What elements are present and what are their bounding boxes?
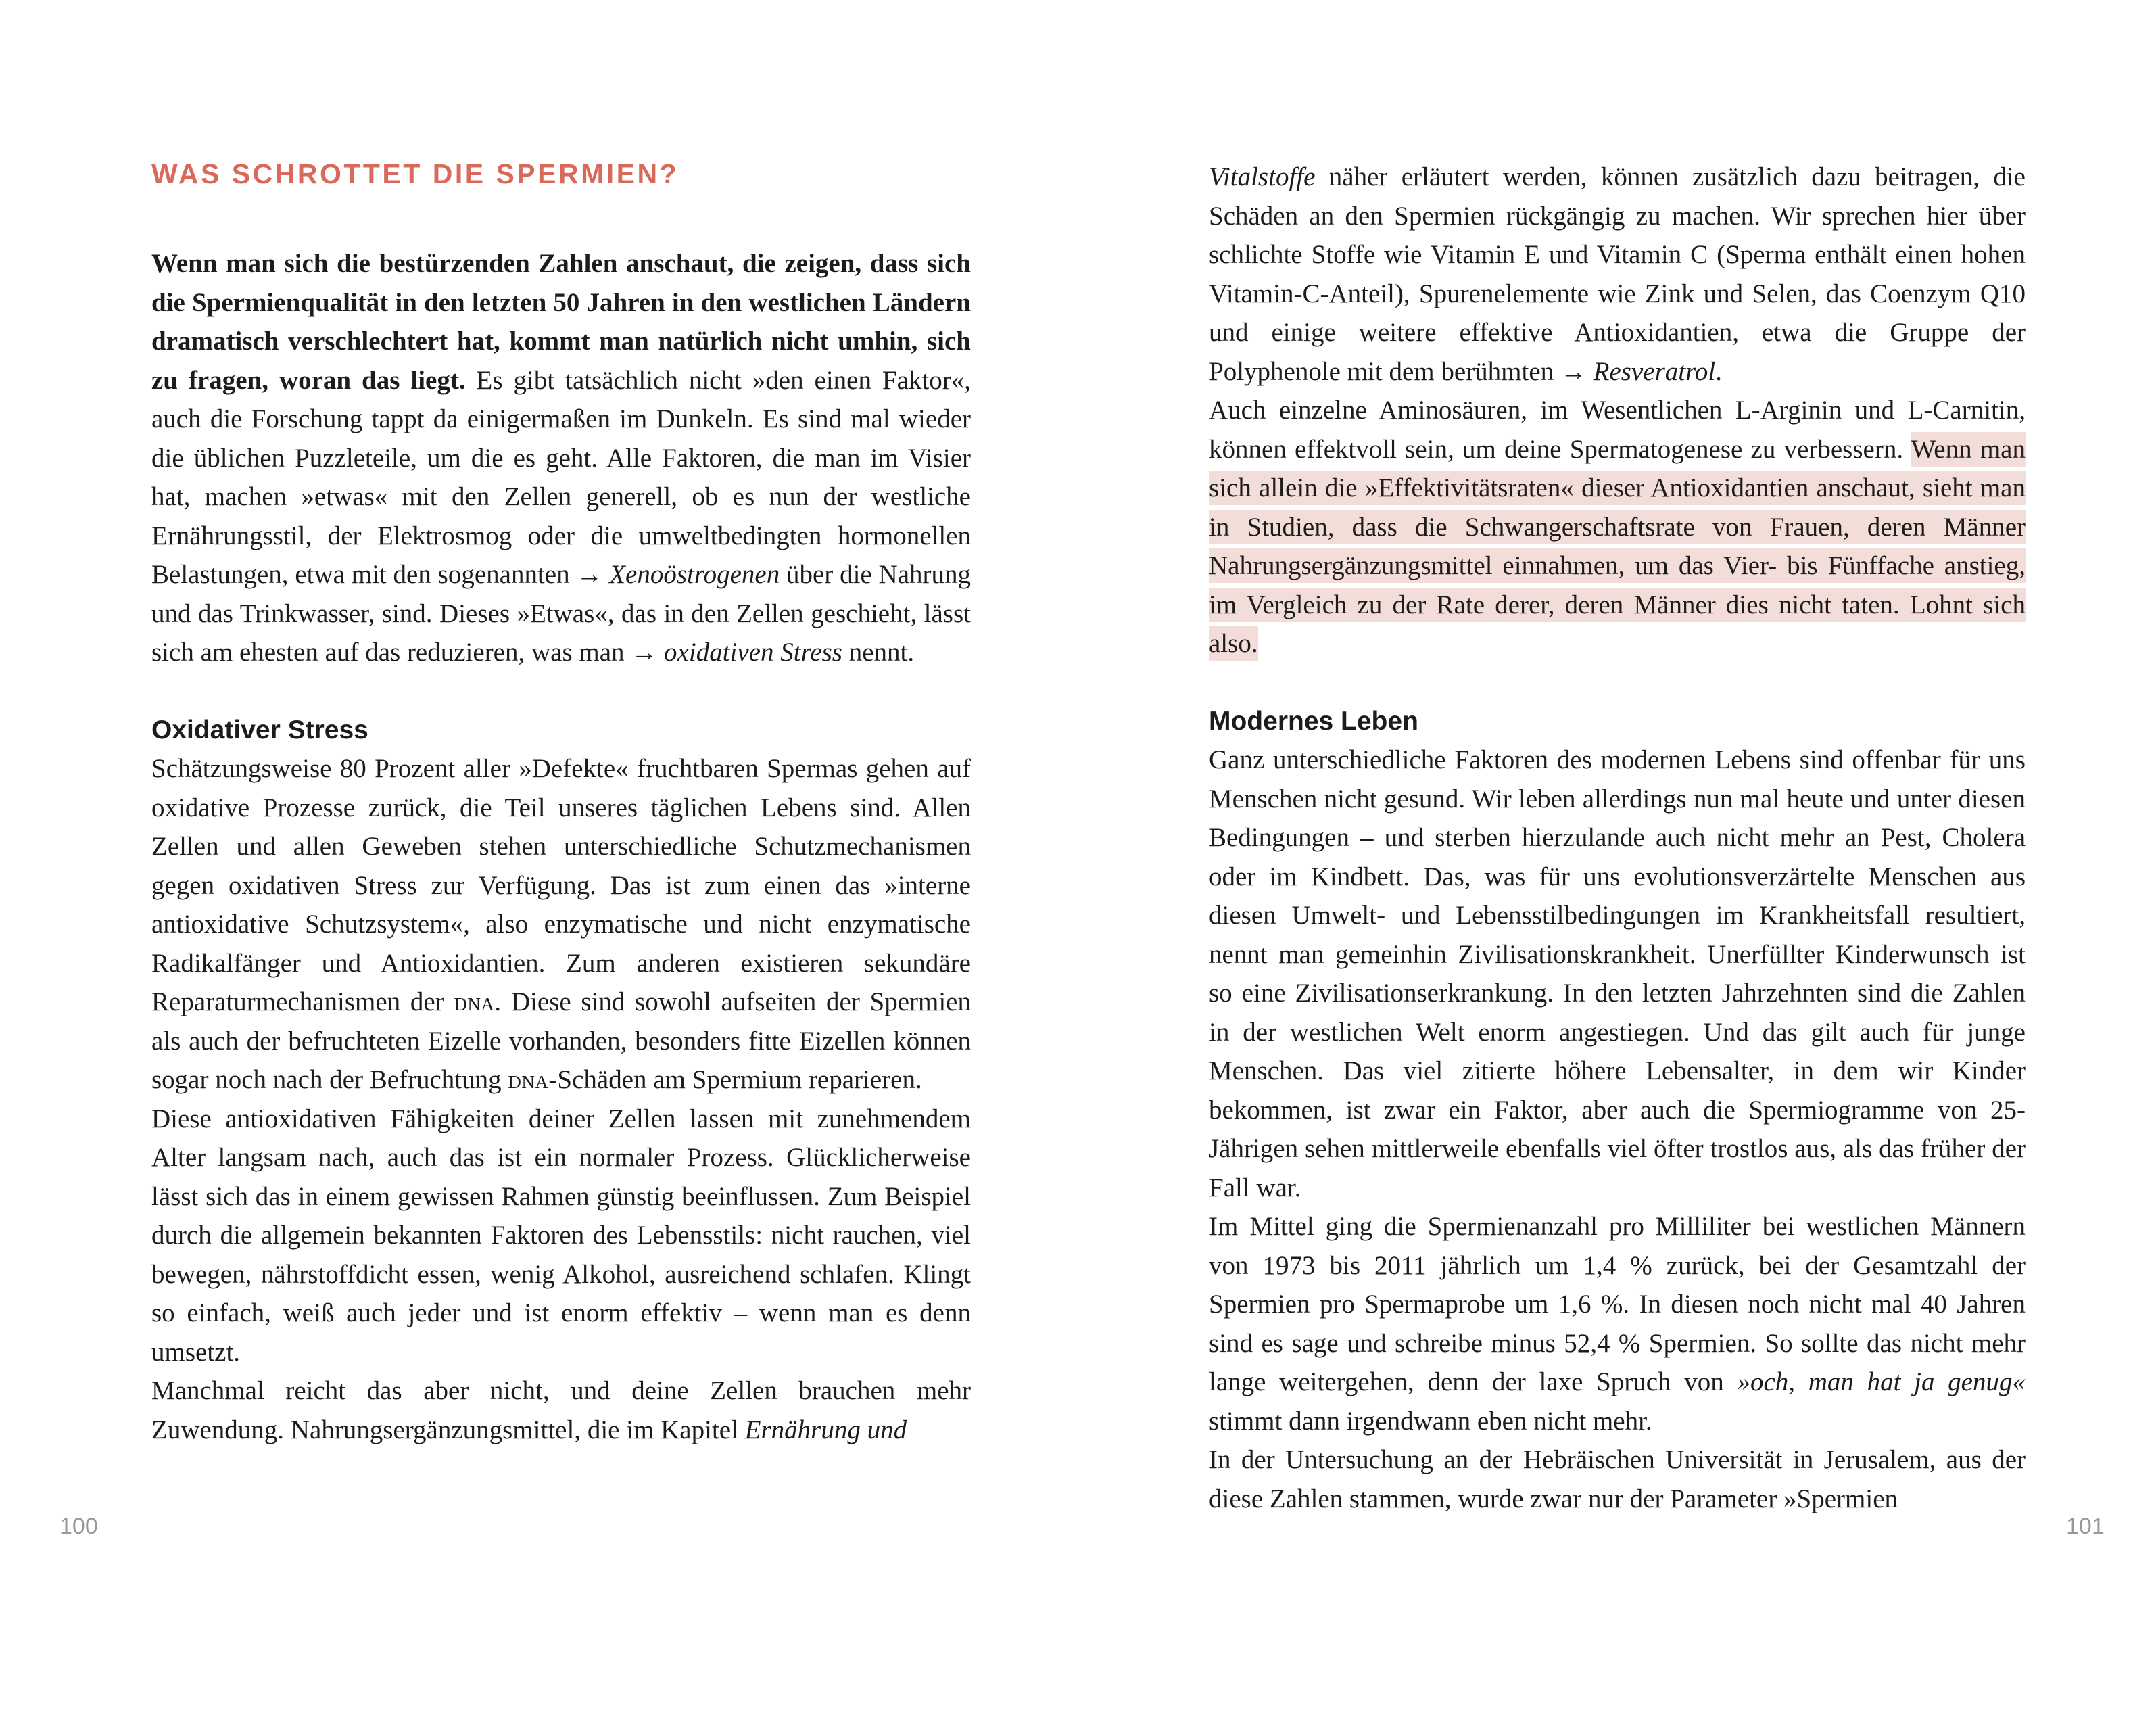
text-segment: . Diese sind sowohl aufseiten der Spermien als auch der befruchteten Eizelle vorhanden, besonders fitte Eizellen können sogar noch nach der Befruchtung (151, 987, 971, 1094)
page-right (1209, 158, 2026, 1518)
text-segment: Auch einzelne Aminosäuren, im Wesentlichen L-Arginin und L-Carnitin, können effektvoll sein, um deine Spermatogenese zu verbessern. (1209, 396, 2026, 464)
text-segment: -Schäden am Spermium reparieren. (548, 1065, 922, 1094)
paragraph (151, 1100, 971, 1372)
text-segment: oxidativen Stress (664, 638, 842, 667)
text-segment: Im Mittel ging die Spermienanzahl pro Milliliter bei westlichen Männern von 1973 bis 2011 jährlich um 1,4 % zurück, bei der Gesamtzahl der Spermien pro Spermaprobe um 1,6 %. In diesen noch nicht mal 40 Jahren sind es sage und schreibe minus 52,4 % Spermien. So sollte das nicht mehr lange weitergehen, denn der laxe Spruch von (1209, 1212, 2026, 1396)
text-segment: stimmt dann irgendwann eben nicht mehr. (1209, 1406, 1652, 1436)
paragraph (151, 749, 971, 1100)
text-segment: DNA (508, 1065, 549, 1094)
section-subheading: Oxidativer Stress (151, 715, 368, 745)
paragraph (1209, 391, 2026, 663)
text-segment: Resveratrol (1593, 356, 1716, 386)
text-segment: Wenn man sich die bestürzenden Zahlen anschaut, die zeigen, dass sich die Spermienqualität in den letzten 50 Jahren in den westlichen Ländern dramatisch verschlechtert hat, kommt man natürlich nicht umhin, sich zu fragen, woran das liegt. (151, 249, 971, 395)
chapter-heading: WAS SCHROTTET DIE SPERMIEN? (151, 158, 679, 189)
section-subheading: Modernes Leben (1209, 706, 1418, 736)
text-segment: Xenoöstrogenen (609, 560, 780, 589)
paragraph (1209, 158, 2026, 391)
text-segment: Schätzungsweise 80 Prozent aller »Defekte« fruchtbaren Spermas gehen auf oxidative Prozesse zurück, die Teil unseres täglichen Lebens sind. Allen Zellen und allen Geweben stehen unterschiedliche Schutzmechanismen gegen oxidativen Stress zur Verfügung. Das ist zum einen das »interne antioxidative Schutzsystem«, also enzymatische und nicht enzymatische Radikalfänger und Antioxidantien. Zum anderen existieren sekundäre Reparaturmechanismen der (151, 754, 971, 1016)
text-segment: nennt. (842, 638, 915, 667)
page-left (151, 158, 971, 1449)
text-segment: DNA (454, 987, 495, 1016)
page-number-left: 100 (59, 1513, 98, 1539)
paragraph (1209, 1207, 2026, 1440)
text-segment: Vitalstoffe (1209, 162, 1316, 191)
highlighted-text: Wenn man sich allein die »Effektivitätsraten« dieser Antioxidantien anschaut, sieht man in Studien, dass die Schwangerschaftsrate von Frauen, deren Männer Nahrungsergänzungsmittel einnahmen, um das Vier- bis Fünffache anstieg, im Vergleich zu der Rate derer, deren Männer dies nicht taten. Lohnt sich also. (1209, 432, 2026, 661)
right-text-column (1209, 158, 2026, 1518)
text-segment: Manchmal reicht das aber nicht, und deine Zellen brauchen mehr Zuwendung. Nahrungsergänzungsmittel, die im Kapitel (151, 1376, 971, 1444)
text-segment: Ganz unterschiedliche Faktoren des modernen Lebens sind offenbar für uns Menschen nicht gesund. Wir leben allerdings nun mal heute und unter diesen Bedingungen – und sterben hierzulande auch nicht mehr an Pest, Cholera oder im Kindbett. Das, was für uns evolutionsverzärtelte Menschen aus diesen Umwelt- und Lebensstilbedingungen im Krankheitsfall resultiert, nennt man gemeinhin Zivilisationskrankheit. Unerfüllter Kinderwunsch ist so eine Zivilisationserkrankung. In den letzten Jahrzehnten sind die Zahlen in der westlichen Welt enorm angestiegen. Und das gilt auch für junge Menschen. Das viel zitierte höhere Lebensalter, in dem wir Kinder bekommen, ist zwar ein Faktor, aber auch die Spermiogramme von 25-Jährigen sehen mittlerweile ebenfalls viel öfter trostlos aus, als das früher der Fall war. (1209, 745, 2026, 1202)
text-segment: . (1715, 356, 1722, 386)
text-segment: näher erläutert werden, können zusätzlich dazu beitragen, die Schäden an den Spermien rückgängig zu machen. Wir sprechen hier über schlichte Stoffe wie Vitamin E und Vitamin C (Sperma enthält einen hohen Vitamin-C-Anteil), Spurenelemente wie Zink und Selen, das Coenzym Q10 und einige weitere effektive Antioxidantien, etwa die Gruppe der Polyphenole mit dem berühmten → (1209, 162, 2026, 386)
page-number-right: 101 (2066, 1513, 2105, 1539)
text-segment: Es gibt tatsächlich nicht »den einen Faktor«, auch die Forschung tappt da einigermaßen im Dunkeln. Es sind mal wieder die üblichen Puzzleteile, um die es geht. Alle Faktoren, die man im Visier hat, machen »etwas« mit den Zellen generell, ob es nun der westliche Ernährungsstil, der Elektrosmog oder die umweltbedingten hormonellen Belastungen, etwa mit den sogenannten → (151, 365, 971, 589)
paragraph (1209, 1440, 2026, 1518)
left-text-column (151, 244, 971, 1449)
paragraph (151, 1371, 971, 1449)
text-segment: Ernährung und (744, 1415, 907, 1444)
text-segment: »och, man hat ja genug« (1737, 1367, 2026, 1396)
text-segment: Diese antioxidativen Fähigkeiten deiner Zellen lassen mit zunehmendem Alter langsam nach, auch das ist ein normaler Prozess. Glücklicherweise lässt sich das in einem gewissen Rahmen günstig beeinflussen. Zum Beispiel durch die allgemein bekannten Faktoren des Lebensstils: nicht rauchen, viel bewegen, nährstoffdicht essen, wenig Alkohol, ausreichend schlafen. Klingt so einfach, weiß auch jeder und ist enorm effektiv – wenn man es denn umsetzt. (151, 1104, 971, 1367)
text-segment: über die Nahrung und das Trinkwasser, sind. Dieses »Etwas«, das in den Zellen geschieht, lässt sich am ehesten auf das reduzieren, was man → (151, 560, 971, 667)
paragraph (1209, 740, 2026, 1207)
text-segment: In der Untersuchung an der Hebräischen Universität in Jerusalem, aus der diese Zahlen stammen, wurde zwar nur der Parameter »Spermien (1209, 1445, 2026, 1513)
paragraph (151, 244, 971, 672)
